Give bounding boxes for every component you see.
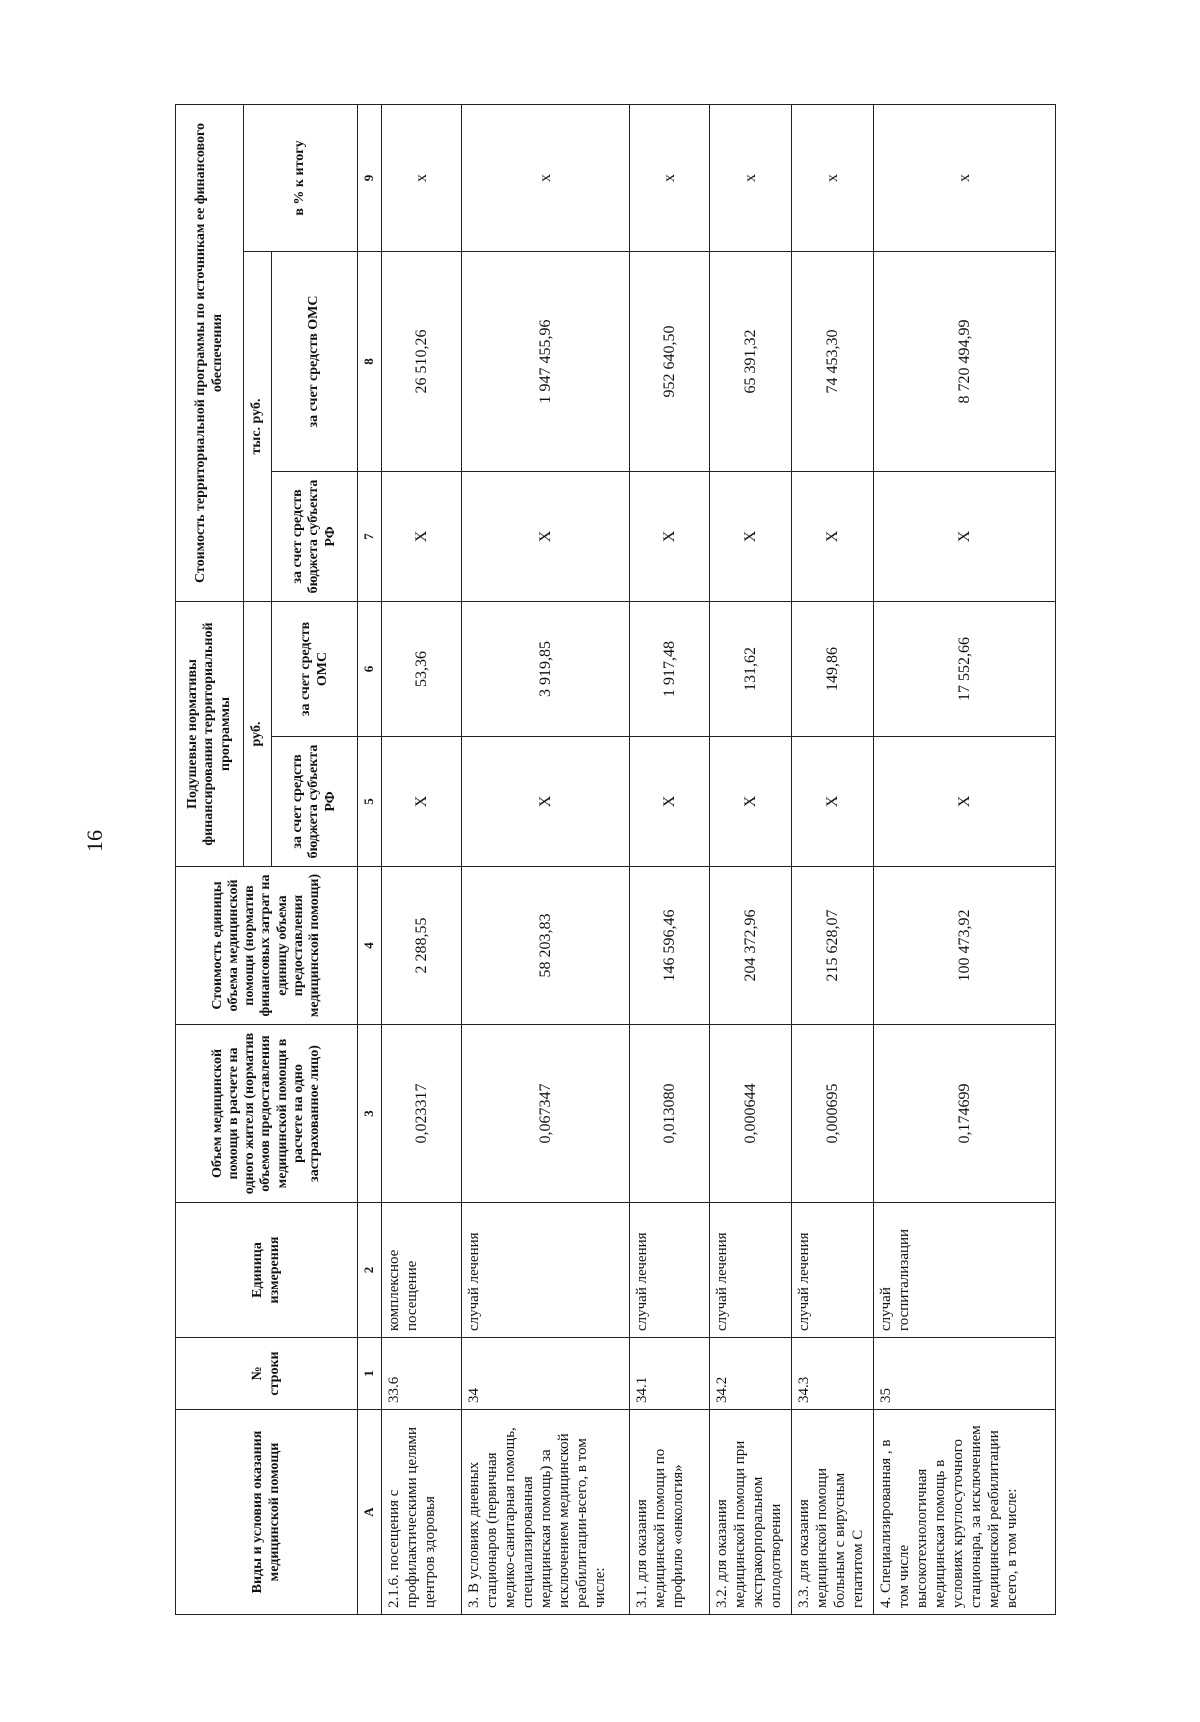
row-cp-oms: 65 391,32 [710, 252, 792, 472]
row-volume: 0,000644 [710, 1025, 792, 1203]
header-row-no: № строки [176, 1338, 358, 1410]
row-pc-oms: 53,36 [382, 602, 462, 737]
row-cp-oms: 952 640,50 [630, 252, 710, 472]
row-cp-budget: Х [382, 472, 462, 602]
row-percent: х [462, 104, 630, 251]
row-pc-oms: 3 919,85 [462, 602, 630, 737]
table-row [382, 104, 462, 1614]
row-volume: 0,067347 [462, 1025, 630, 1203]
row-percent: х [630, 104, 710, 251]
row-unit: комплексное посещение [382, 1203, 462, 1338]
row-pc-budget: Х [874, 737, 1056, 867]
row-cp-budget: Х [710, 472, 792, 602]
row-name: 3.2. для оказания медицинской помощи при экстракорпоральном оплодотворении [710, 1410, 792, 1615]
row-unit: случай лечения [710, 1203, 792, 1338]
row-cp-oms: 74 453,30 [792, 252, 874, 472]
row-pc-budget: Х [462, 737, 630, 867]
col-num: 7 [358, 472, 382, 602]
header-per-capita: Подушевые нормативы финансирования территориальной программы [176, 602, 244, 867]
row-name: 4. Специализированная , в том числе высокотехнологичная медицинская помощь в условиях круглосуточного стационара, за исключением медицинской реабилитации всего, в том числе: [874, 1410, 1056, 1615]
col-num: 5 [358, 737, 382, 867]
col-num: 2 [358, 1203, 382, 1338]
col-num: 6 [358, 602, 382, 737]
row-number: 34 [462, 1338, 630, 1410]
row-volume: 0,174699 [874, 1025, 1056, 1203]
row-name: 3. В условиях дневных стационаров (первичная медико-санитарная помощь, специализированная медицинская помощь) за исключением медицинской реабилитации-всего, в том числе: [462, 1410, 630, 1615]
row-name: 3.3. для оказания медицинской помощи больным с вирусным гепатитом С [792, 1410, 874, 1615]
header-cost-unit: Стоимость единицы объема медицинской помощи (норматив финансовых затрат на единицу объема предоставления медицинской помощи) [176, 867, 358, 1025]
row-cost: 58 203,83 [462, 867, 630, 1025]
row-pc-budget: Х [382, 737, 462, 867]
row-number: 34.3 [792, 1338, 874, 1410]
table-row [462, 104, 630, 1614]
row-pc-oms: 149,86 [792, 602, 874, 737]
row-unit: случай лечения [630, 1203, 710, 1338]
header-pc-oms: за счет средств ОМС [272, 602, 358, 737]
row-name: 2.1.6. посещения с профилактическими целями центров здоровья [382, 1410, 462, 1615]
col-num: 9 [358, 104, 382, 251]
row-percent: х [710, 104, 792, 251]
row-pc-oms: 1 917,48 [630, 602, 710, 737]
row-cp-budget: Х [630, 472, 710, 602]
row-cp-budget: Х [792, 472, 874, 602]
col-num: А [358, 1410, 382, 1615]
row-cost: 204 372,96 [710, 867, 792, 1025]
row-percent: х [874, 104, 1056, 251]
header-percent: в % к итогу [244, 104, 358, 251]
col-num: 8 [358, 252, 382, 472]
row-number: 33.6 [382, 1338, 462, 1410]
row-cp-oms: 26 510,26 [382, 252, 462, 472]
row-pc-oms: 17 552,66 [874, 602, 1056, 737]
row-unit: случай лечения [462, 1203, 630, 1338]
row-number: 34.1 [630, 1338, 710, 1410]
page-number: 16 [82, 830, 107, 852]
table-row [874, 104, 1056, 1614]
row-cost: 215 628,07 [792, 867, 874, 1025]
header-per-capita-unit: руб. [244, 602, 272, 867]
financing-table [175, 104, 1056, 1615]
table-row [710, 104, 792, 1614]
header-cost-program: Стоимость территориальной программы по источникам ее финансового обеспечения [176, 104, 244, 601]
header-cost-program-unit: тыс. руб. [244, 252, 272, 602]
row-volume: 0,023317 [382, 1025, 462, 1203]
row-pc-oms: 131,62 [710, 602, 792, 737]
header-cp-oms: за счет средств ОМС [272, 252, 358, 472]
col-num: 3 [358, 1025, 382, 1203]
row-unit: случай лечения [792, 1203, 874, 1338]
row-cost: 100 473,92 [874, 867, 1056, 1025]
header-kinds: Виды и условия оказания медицинской помощи [176, 1410, 358, 1615]
table-row [630, 104, 710, 1614]
table-row [792, 104, 874, 1614]
row-cp-budget: Х [462, 472, 630, 602]
row-cost: 2 288,55 [382, 867, 462, 1025]
row-percent: х [792, 104, 874, 251]
row-pc-budget: Х [630, 737, 710, 867]
col-num: 4 [358, 867, 382, 1025]
row-name: 3.1. для оказания медицинской помощи по профилю «онкология» [630, 1410, 710, 1615]
row-number: 35 [874, 1338, 1056, 1410]
header-cp-budget: за счет средств бюджета субъекта РФ [272, 472, 358, 602]
row-volume: 0,000695 [792, 1025, 874, 1203]
header-volume: Объем медицинской помощи в расчете на одного жителя (норматив объемов предоставления медицинской помощи в расчете на одно застрахованное лицо) [176, 1025, 358, 1203]
row-percent: х [382, 104, 462, 251]
row-pc-budget: Х [792, 737, 874, 867]
row-cp-budget: Х [874, 472, 1056, 602]
row-pc-budget: Х [710, 737, 792, 867]
col-num: 1 [358, 1338, 382, 1410]
header-unit: Единица измерения [176, 1203, 358, 1338]
row-cost: 146 596,46 [630, 867, 710, 1025]
header-pc-budget: за счет средств бюджета субъекта РФ [272, 737, 358, 867]
row-unit: случай госпитализации [874, 1203, 1056, 1338]
row-cp-oms: 8 720 494,99 [874, 252, 1056, 472]
rotated-table-container [175, 105, 1055, 1615]
row-number: 34.2 [710, 1338, 792, 1410]
row-volume: 0,013080 [630, 1025, 710, 1203]
row-cp-oms: 1 947 455,96 [462, 252, 630, 472]
